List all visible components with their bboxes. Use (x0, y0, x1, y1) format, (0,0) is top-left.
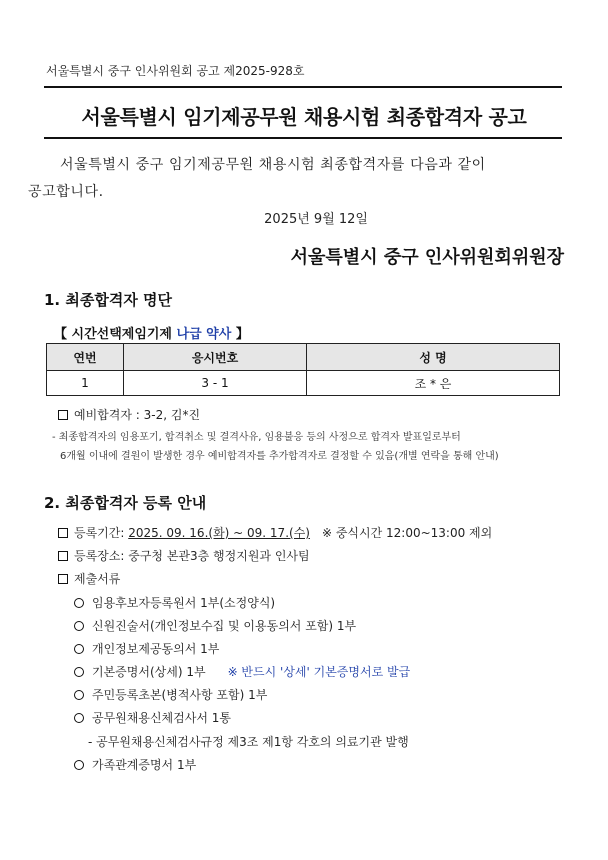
circle-bullet-icon (74, 760, 84, 770)
document-item (74, 594, 275, 611)
period-note: ※ 중식시간 12:00~13:00 제외 (321, 526, 493, 540)
section-2-heading: 2. 최종합격자 등록 안내 (44, 494, 207, 512)
circle-bullet-icon (74, 598, 84, 608)
reserve-note-line-1: - 최종합격자의 임용포기, 합격취소 및 결격사유, 임용불응 등의 사정으로 합격자 발표일로부터 (52, 432, 461, 443)
document-text: 가족관계증명서 1부 (92, 758, 197, 772)
registration-period (58, 524, 492, 541)
announcement-date: 2025년 9월 12일 (264, 212, 368, 227)
title-bottom-rule (44, 137, 562, 139)
announcement-body (28, 152, 564, 206)
reserve-note-line-2: 6개월 이내에 결원이 발생한 경우 예비합격자를 추가합격자로 결정할 수 있음(개별 연락을 통해 안내) (60, 451, 499, 462)
registration-place (58, 547, 310, 564)
document-text: 개인정보제공동의서 1부 (92, 642, 220, 656)
checkbox-bullet-icon (58, 574, 68, 584)
document-item (74, 686, 267, 703)
period-value: 2025. 09. 16.(화) ~ 09. 17.(수) (128, 526, 310, 540)
document-text: 주민등록초본(병적사항 포함) 1부 (92, 688, 268, 702)
checkbox-bullet-icon (58, 410, 68, 420)
document-item (74, 640, 219, 657)
subheading-suffix: 】 (231, 327, 249, 342)
place-text: 등록장소: 중구청 본관3층 행정지원과 인사팀 (74, 549, 310, 563)
subheading-prefix: 【 시간선택제임기제 (54, 327, 177, 342)
documents-label-text: 제출서류 (74, 572, 121, 586)
document-text: 기본증명서(상세) 1부 (92, 665, 206, 679)
reserve-passer-text: 예비합격자 : 3-2, 김*진 (74, 408, 201, 422)
circle-bullet-icon (74, 667, 84, 677)
body-line-2: 공고합니다. (28, 184, 104, 200)
circle-bullet-icon (74, 713, 84, 723)
checkbox-bullet-icon (58, 528, 68, 538)
col-header-number: 연번 (47, 344, 124, 371)
document-note: ※ 반드시 '상세' 기본증명서로 발급 (227, 665, 411, 679)
title-top-rule (44, 86, 562, 88)
cell-name: 조 * 은 (307, 371, 560, 396)
section-1-subheading (54, 323, 249, 342)
document-text: 임용후보자등록원서 1부(소정양식) (92, 596, 276, 610)
checkbox-bullet-icon (58, 551, 68, 561)
col-header-name: 성 명 (307, 344, 560, 371)
document-text: 공무원채용신체검사서 1통 (92, 711, 231, 725)
cell-exam-number: 3 - 1 (124, 371, 307, 396)
circle-bullet-icon (74, 621, 84, 631)
cell-number: 1 (47, 371, 124, 396)
period-label: 등록기간: (74, 526, 129, 540)
document-item (74, 756, 196, 773)
circle-bullet-icon (74, 690, 84, 700)
issuer: 서울특별시 중구 인사위원회위원장 (290, 247, 564, 268)
circle-bullet-icon (74, 644, 84, 654)
reserve-passer (58, 406, 200, 423)
document-item (74, 663, 410, 680)
col-header-exam-number: 응시번호 (124, 344, 307, 371)
final-passer-table (46, 343, 560, 396)
document-sub-note: - 공무원채용신체검사규정 제3조 제1항 각호의 의료기관 발행 (88, 735, 409, 749)
body-line-1: 서울특별시 중구 임기제공무원 채용시험 최종합격자를 다음과 같이 (60, 157, 486, 173)
notice-number: 서울특별시 중구 인사위원회 공고 제2025-928호 (46, 64, 305, 78)
page-title: 서울특별시 임기제공무원 채용시험 최종합격자 공고 (81, 105, 527, 129)
section-1-heading: 1. 최종합격자 명단 (44, 291, 173, 309)
documents-label (58, 570, 120, 587)
document-item (74, 709, 231, 726)
subheading-position: 나급 약사 (176, 327, 232, 342)
document-item (74, 617, 356, 634)
table-row (47, 371, 560, 396)
document-text: 신원진술서(개인정보수집 및 이용동의서 포함) 1부 (92, 619, 357, 633)
